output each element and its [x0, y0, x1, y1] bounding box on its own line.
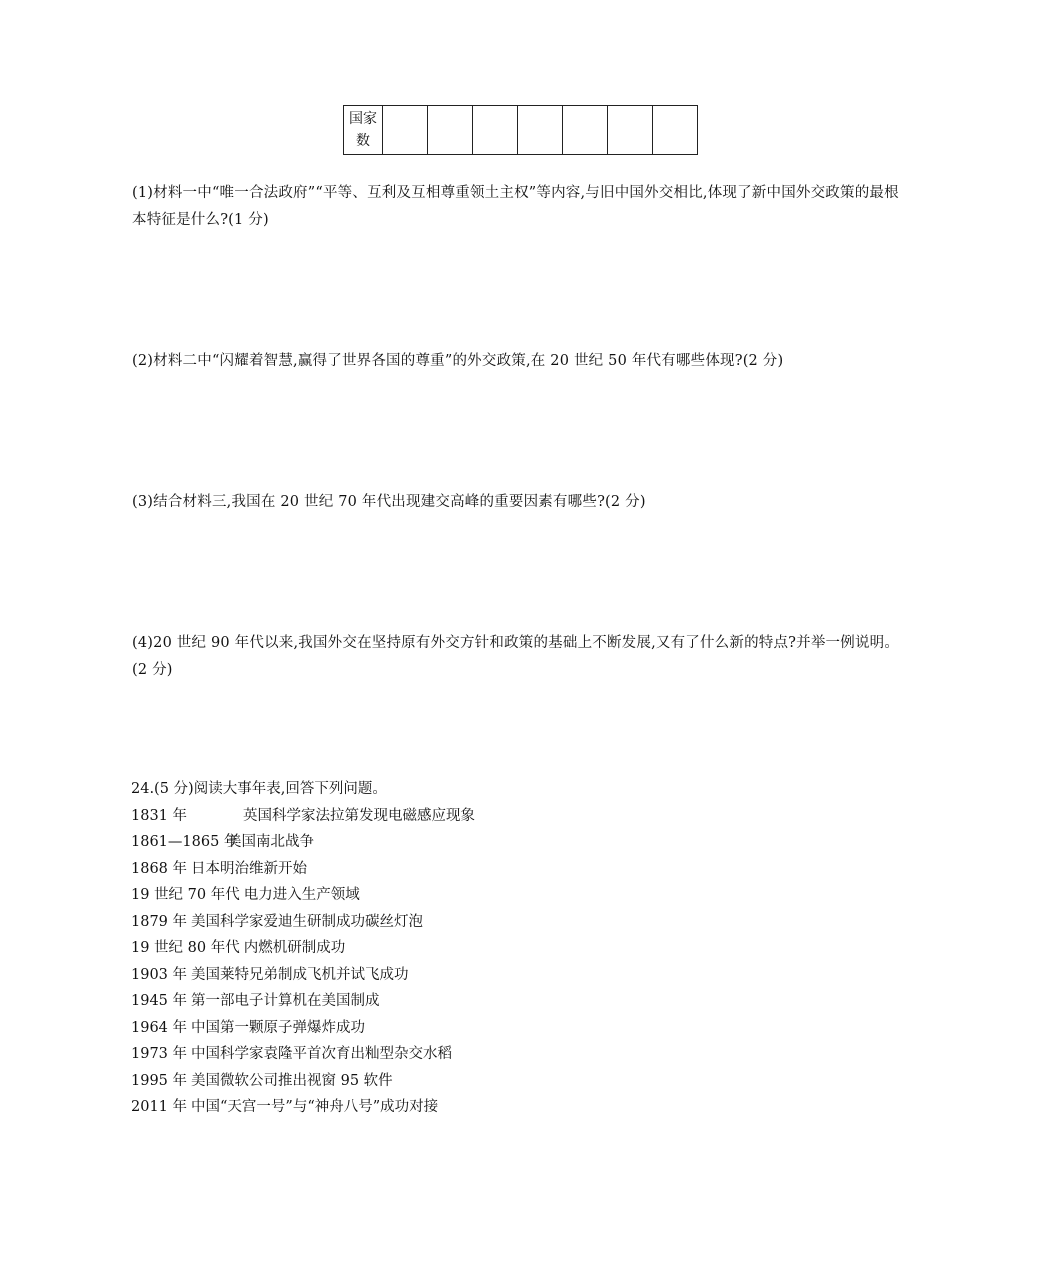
timeline-item — [131, 1015, 831, 1042]
timeline-year: 1831 年 — [131, 807, 188, 824]
timeline-event: 第一部电子计算机在美国制成 — [191, 993, 380, 1009]
timeline-year: 1879 年 — [131, 913, 188, 930]
table-cell — [428, 106, 473, 155]
timeline-year: 1964 年 — [131, 1019, 188, 1036]
timeline-item — [131, 909, 831, 936]
timeline-item — [131, 1094, 831, 1121]
timeline-section — [131, 776, 831, 1121]
timeline-item — [131, 1068, 831, 1095]
timeline-event: 美国微软公司推出视窗 95 软件 — [191, 1072, 393, 1089]
table-cell — [518, 106, 563, 155]
timeline-event: 中国“天宫一号”与“神舟八号”成功对接 — [191, 1099, 439, 1115]
timeline-item — [131, 803, 831, 830]
timeline-year: 1861—1865 年 — [131, 834, 239, 850]
timeline-year: 1868 年 — [131, 860, 188, 877]
timeline-item — [131, 935, 831, 962]
timeline-item — [131, 962, 831, 989]
country-count-table — [343, 105, 698, 155]
timeline-event: 美国科学家爱迪生研制成功碳丝灯泡 — [191, 913, 424, 930]
timeline-event: 美国莱特兄弟制成飞机并试飞成功 — [191, 966, 409, 983]
timeline-event: 内燃机研制成功 — [243, 940, 346, 956]
table-cell — [383, 106, 428, 155]
question-1: (1)材料一中“唯一合法政府”“平等、互利及互相尊重领土主权”等内容,与旧中国外交相比,体现了新中国外交政策的最根本特征是什么?(1 分) — [132, 185, 899, 228]
timeline-event: 中国科学家袁隆平首次育出籼型杂交水稻 — [191, 1046, 453, 1062]
timeline-event: 英国科学家法拉第发现电磁感应现象 — [243, 807, 475, 824]
timeline-event: 日本明治维新开始 — [191, 860, 308, 877]
table-cell — [563, 106, 608, 155]
timeline-item — [131, 856, 831, 883]
timeline-item — [131, 988, 831, 1015]
question-4: (4)20 世纪 90 年代以来,我国外交在坚持原有外交方针和政策的基础上不断发展,又有了什么新的特点?并举一例说明。(2 分) — [132, 635, 900, 678]
timeline-item — [131, 829, 831, 856]
question-2: (2)材料二中“闪耀着智慧,赢得了世界各国的尊重”的外交政策,在 20 世纪 50 年代有哪些体现?(2 分) — [132, 353, 784, 369]
table-cell — [608, 106, 653, 155]
timeline-item — [131, 1041, 831, 1068]
timeline-year: 1903 年 — [131, 966, 188, 983]
table-row-label: 国家数 — [344, 106, 383, 155]
question-3: (3)结合材料三,我国在 20 世纪 70 年代出现建交高峰的重要因素有哪些?(2 分) — [132, 494, 646, 510]
timeline-year: 1973 年 — [131, 1046, 188, 1062]
table-cell — [473, 106, 518, 155]
question-24-heading: 24.(5 分)阅读大事年表,回答下列问题。 — [131, 781, 387, 797]
timeline-year: 2011 年 — [131, 1099, 188, 1115]
timeline-year: 19 世纪 70 年代 — [131, 887, 240, 903]
timeline-year: 1995 年 — [131, 1072, 188, 1089]
timeline-event: 中国第一颗原子弹爆炸成功 — [191, 1019, 366, 1036]
timeline-item — [131, 882, 831, 909]
timeline-year: 1945 年 — [131, 993, 188, 1009]
timeline-event: 美国南北战争 — [227, 834, 314, 850]
timeline-event: 电力进入生产领域 — [243, 887, 360, 903]
table-row — [344, 106, 698, 155]
timeline-year: 19 世纪 80 年代 — [131, 940, 240, 956]
table-cell — [653, 106, 698, 155]
